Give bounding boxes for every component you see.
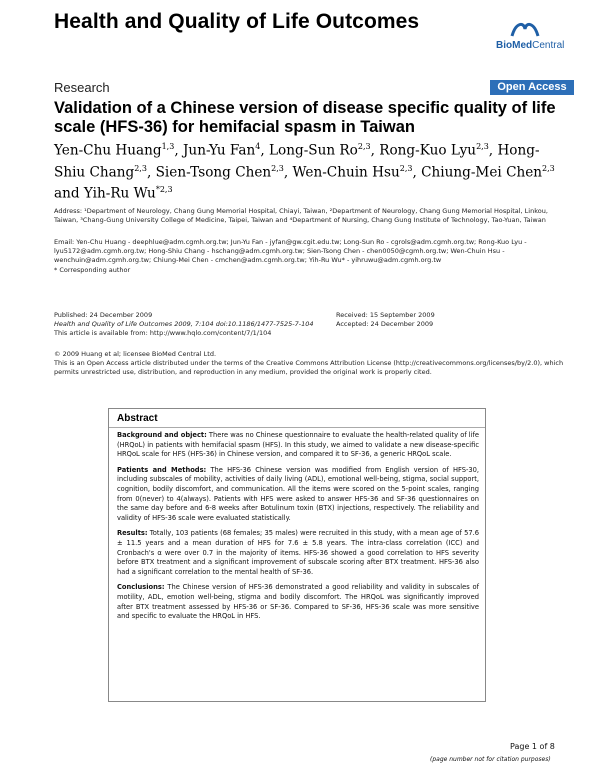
- abstract-conclusions: Conclusions: The Chinese version of HFS-36 demonstrated a good reliability and validity in subscales of motility, ADL, emotion well-being, stigma and bodily discomfort. The HRQoL was significantly improved after BTX treatment assessed by HFS-36 or SF-36. Compared to SF-36, HFS-36 scale was more sensitive and specific to evaluate the HRQoL in HFS.: [117, 583, 479, 621]
- article-url[interactable]: This article is available from: http://www.hqlo.com/content/7/1/104: [54, 329, 272, 337]
- copyright-block: [54, 350, 566, 377]
- abstract-box: [108, 408, 486, 702]
- author-affiliation: 2,3: [357, 142, 371, 151]
- author-name: Yen-Chu Huang: [54, 142, 162, 159]
- biomed-logo-icon: [510, 20, 540, 38]
- abstract-divider: [109, 427, 485, 428]
- logo-text-bold: BioMed: [496, 40, 533, 51]
- author-affiliation: 4: [255, 142, 261, 151]
- author-name: Chiung-Mei Chen: [421, 164, 543, 181]
- open-access-badge: Open Access: [490, 80, 574, 95]
- abstract-heading: Abstract: [117, 413, 158, 424]
- article-section: Research: [54, 80, 110, 95]
- license-text: This is an Open Access article distributed under the terms of the Creative Commons Attribution License (http://creativecommons.org/licenses/by/2.0), which permits unrestricted use, distribution, and reproduction in any medium, provided the original work is properly cited.: [54, 359, 564, 376]
- page-number-note: (page number not for citation purposes): [430, 756, 551, 763]
- biomed-central-logo: [496, 20, 568, 54]
- logo-text-light: Central: [532, 40, 565, 51]
- author-name: Long-Sun Ro: [269, 142, 358, 159]
- address: Address: ¹Department of Neurology, Chang Gung Memorial Hospital, Chiayi, Taiwan, ²Department of Neurology, Chang Gung Memorial Hospital, Linkou, Taiwan, ³Chang-Gung University College of Medicine, Taipei, Taiwan and ⁴Department of Nursing, Chang Gung Institute of Technology, Tao-Yuan, Taiwan: [54, 207, 548, 224]
- emails: Email: Yen-Chu Huang - deephlue@adm.cgmh.org.tw; Jun-Yu Fan - jyfan@gw.cgit.edu.tw; Long-Sun Ro - cgrols@adm.cgmh.org.tw; Rong-Kuo Lyu - lyu5172@adm.cgmh.org.tw; Hong-Shiu Chang - hschang@adm.cgmh.org.tw; Sien-Tsong Chen - chen0050@cgmh.org.tw; Wen-Chuin Hsu - wenchuin@adm.cgmh.org.tw; Chiung-Mei Chen - cmchen@adm.cgmh.org.tw; Yih-Ru Wu* - yihruwu@adm.cgmh.org.tw: [54, 238, 527, 264]
- author-name: Yih-Ru Wu: [83, 185, 156, 202]
- author-name: Jun-Yu Fan: [182, 142, 256, 159]
- copyright-line: © 2009 Huang et al; licensee BioMed Central Ltd.: [54, 350, 217, 358]
- published-date: Published: 24 December 2009: [54, 311, 153, 319]
- logo-text: [496, 40, 564, 51]
- author-affiliation: 2,3: [476, 142, 489, 151]
- author-affiliation: 2,3: [542, 163, 555, 173]
- abstract-body: [117, 431, 479, 628]
- author-affiliation: 2,3: [271, 163, 284, 173]
- publication-info: [54, 311, 354, 338]
- received-date: Received: 15 September 2009: [336, 311, 435, 319]
- author-affiliation: 2,3: [399, 163, 413, 173]
- journal-title: Health and Quality of Life Outcomes: [54, 10, 420, 33]
- author-name: Rong-Kuo Lyu: [379, 142, 477, 159]
- paper-title: Validation of a Chinese version of disease specific quality of life scale (HFS-36) for hemifacial spasm in Taiwan: [54, 99, 556, 136]
- abstract-methods: Patients and Methods: The HFS-36 Chinese version was modified from English version of HFS-30, including subscales of mobility, activities of daily living (ADL), emotional well-being, stigma, social support, cognition, bodily discomfort, and communication. All the items were scored on the 5-point scales, ranging from 0(never) to 4(always). Patients with HFS were asked to answer HFS-36 and SF-36 questionnaires on the same day before and 6-8 weeks after Botulinum toxin (BTX) injections, respectively. The reliability and validity of HFS-36 scale were evaluated statistically.: [117, 465, 479, 522]
- author-name: Hong-Shiu Chang: [54, 142, 540, 181]
- corresponding-author-note: * Corresponding author: [54, 266, 131, 274]
- author-affiliation: *2,3: [155, 185, 173, 195]
- accepted-date: Accepted: 24 December 2009: [336, 320, 434, 328]
- citation: Health and Quality of Life Outcomes 2009, 7:104 doi:10.1186/1477-7525-7-104: [54, 320, 314, 328]
- abstract-background: Background and object: There was no Chinese questionnaire to evaluate the health-related quality of life (HRQoL) in patients with hemifacial spasm (HFS). In this study, we aimed to validate a new disease-specific HRQoL scale for HFS (HFS-36) in Chinese version, and compared it to SF-36, a generic HRQoL scale.: [117, 431, 479, 459]
- abstract-results: Results: Totally, 103 patients (68 females; 35 males) were recruited in this study, with a mean age of 57.6 ± 11.5 years and a mean duration of HFS for 7.6 ± 5.8 years. The intra-class correlation (ICC) and Cronbach's α were over 0.7 in the majority of items. HFS-36 showed a good correlation to HFS severity before BTX treatment and a significant improvement of subscale scoring after BTX treatment. HFS-36 also had a significant correlation to the mental health of SF-36.: [117, 529, 479, 576]
- author-affiliation: 2,3: [134, 163, 147, 173]
- author-name: Wen-Chuin Hsu: [292, 164, 400, 181]
- received-dates: [336, 311, 435, 329]
- page-number: Page 1 of 8: [510, 742, 555, 751]
- author-list: Yen-Chu Huang$^{1,3}$, Jun-Yu Fan$^4$, Long-Sun Ro$^{2,3}$, Rong-Kuo Lyu$^{2,3}$, Hong-Shiu Chang$^{2,3}$, Sien-Tsong Chen$^{2,3}$, Wen-Chuin Hsu$^{2,3}$, Chiung-Mei Chen$^{2,3}$ and Yih-Ru Wu$^{*2,3}$: [54, 142, 555, 202]
- author-affiliation: 1,3: [161, 142, 175, 151]
- author-name: Sien-Tsong Chen: [155, 164, 272, 181]
